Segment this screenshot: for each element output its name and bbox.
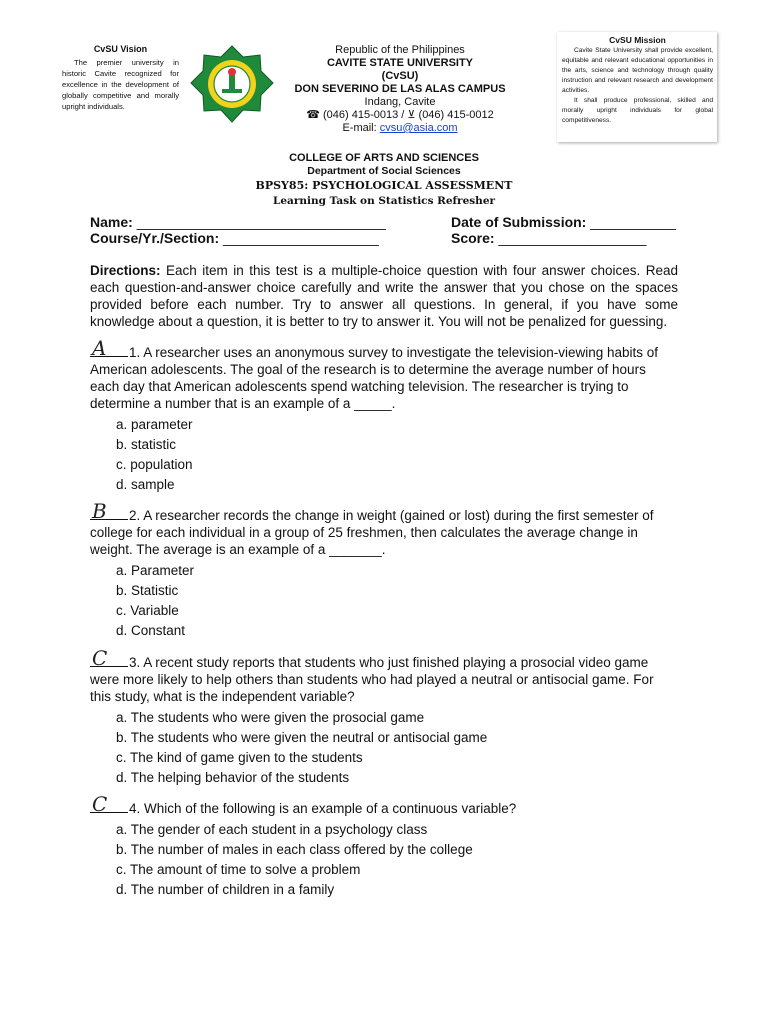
- header-email-row: [240, 122, 560, 135]
- course-subheader: [140, 152, 628, 209]
- answer-blank-1[interactable]: [90, 336, 128, 360]
- date-line[interactable]: ___________: [590, 214, 676, 230]
- course-label: Course/Yr./Section:: [90, 230, 224, 246]
- department-name: Department of Social Sciences: [307, 165, 461, 177]
- mission-text-2: It shall produce professional, skilled and morally upright individuals for global competitiveness.: [562, 97, 713, 124]
- choice-2d: d. Constant: [116, 623, 186, 638]
- question-4: [90, 792, 678, 900]
- choice-4d: d. The number of children in a family: [116, 882, 335, 897]
- mission-text-1: Cavite State University shall provide excellent, equitable and relevant educational opportunities in the arts, science and technology through quality instruction and relevant research and development activities.: [562, 47, 713, 94]
- header-campus: DON SEVERINO DE LAS ALAS CAMPUS: [294, 83, 506, 95]
- question-2-text: 2. A researcher records the change in weight (gained or lost) during the first semester of college for each individual in a group of 25 freshmen, then calculates the average change in weight. The average is an example of a _______.: [90, 508, 654, 557]
- handwritten-answer-4: C: [92, 792, 108, 816]
- choice-2b: b. Statistic: [116, 583, 179, 598]
- question-3-text: 3. A recent study reports that students who just finished playing a prosocial video game were more likely to help others than students who had played a neutral or antisocial game. For this study, what is the independent variable?: [90, 655, 654, 704]
- email-link[interactable]: cvsu@asia.com: [379, 122, 458, 134]
- mission-title: CvSU Mission: [609, 35, 666, 45]
- date-label: Date of Submission:: [451, 214, 591, 230]
- mission-box: [557, 32, 717, 142]
- name-field[interactable]: [90, 214, 386, 230]
- choice-1a: a. parameter: [116, 417, 193, 432]
- header-university: CAVITE STATE UNIVERSITY: [326, 57, 474, 69]
- choice-4c: c. The amount of time to solve a problem: [116, 862, 361, 877]
- choice-3c: c. The kind of game given to the students: [116, 750, 363, 765]
- question-1-text: 1. A researcher uses an anonymous survey to investigate the television-viewing habits of American adolescents. The goal of the research is to determine the average number of hours each day that American adolescents spend watching television. The researcher is trying to determine a number that is an example of a _____.: [90, 345, 659, 411]
- header-contact: [240, 109, 560, 122]
- phone-icon: ☎: [306, 109, 320, 121]
- header-republic: Republic of the Philippines: [335, 44, 465, 56]
- choice-3b: b. The students who were given the neutral or antisocial game: [116, 730, 488, 745]
- choice-4a: a. The gender of each student in a psychology class: [116, 822, 428, 837]
- handwritten-answer-1: A: [92, 336, 107, 360]
- university-header: [240, 44, 560, 135]
- choice-1d: d. sample: [116, 477, 175, 492]
- course-line[interactable]: ____________________: [223, 230, 379, 246]
- vision-box: [62, 44, 179, 112]
- choice-3a: a. The students who were given the prosocial game: [116, 710, 425, 725]
- course-title: BPSY85: PSYCHOLOGICAL ASSESSMENT: [255, 179, 513, 192]
- choice-2c: c. Variable: [116, 603, 179, 618]
- choice-1b: b. statistic: [116, 437, 177, 452]
- header-location: Indang, Cavite: [364, 96, 436, 108]
- fax-number: (046) 415-0012: [418, 109, 494, 121]
- score-label: Score:: [451, 230, 499, 246]
- choice-2a: a. Parameter: [116, 563, 195, 578]
- question-4-text: 4. Which of the following is an example of a continuous variable?: [129, 801, 517, 816]
- answer-blank-2[interactable]: [90, 499, 128, 523]
- question-3: [90, 646, 678, 788]
- fax-icon: ⊻: [407, 109, 416, 121]
- question-2: [90, 499, 678, 641]
- header-abbrev: (CvSU): [381, 70, 419, 82]
- handwritten-answer-3: C: [92, 646, 108, 670]
- name-label: Name:: [90, 214, 137, 230]
- handwritten-answer-2: B: [92, 499, 107, 523]
- phone-number: (046) 415-0013 /: [323, 109, 405, 121]
- vision-title: CvSU Vision: [93, 44, 148, 54]
- score-field[interactable]: [451, 230, 646, 246]
- directions-label: Directions:: [90, 263, 161, 278]
- choice-3d: d. The helping behavior of the students: [116, 770, 350, 785]
- name-line[interactable]: ________________________________: [136, 214, 386, 230]
- task-title: Learning Task on Statistics Refresher: [272, 195, 496, 207]
- date-field[interactable]: [451, 214, 676, 230]
- directions-text: Each item in this test is a multiple-choice question with four answer choices. Read each question-and-answer choice carefully and write the answer that you chose on the spaces provided before each number. Try to answer all questions. In general, if you have some knowledge about a question, it is better to try to answer it. You will not be penalized for guessing.: [90, 263, 678, 329]
- choice-4b: b. The number of males in each class offered by the college: [116, 842, 473, 857]
- directions: [90, 262, 678, 330]
- choice-1c: c. population: [116, 457, 193, 472]
- college-name: COLLEGE OF ARTS AND SCIENCES: [289, 152, 479, 164]
- question-1: [90, 336, 678, 495]
- email-label: E-mail:: [342, 122, 380, 134]
- score-line[interactable]: ___________________: [498, 230, 647, 246]
- vision-text: The premier university in historic Cavite recognized for excellence in the development of globally competitive and morally upright individuals.: [62, 58, 179, 111]
- answer-blank-3[interactable]: [90, 646, 128, 670]
- course-field[interactable]: [90, 230, 379, 246]
- answer-blank-4[interactable]: [90, 792, 128, 816]
